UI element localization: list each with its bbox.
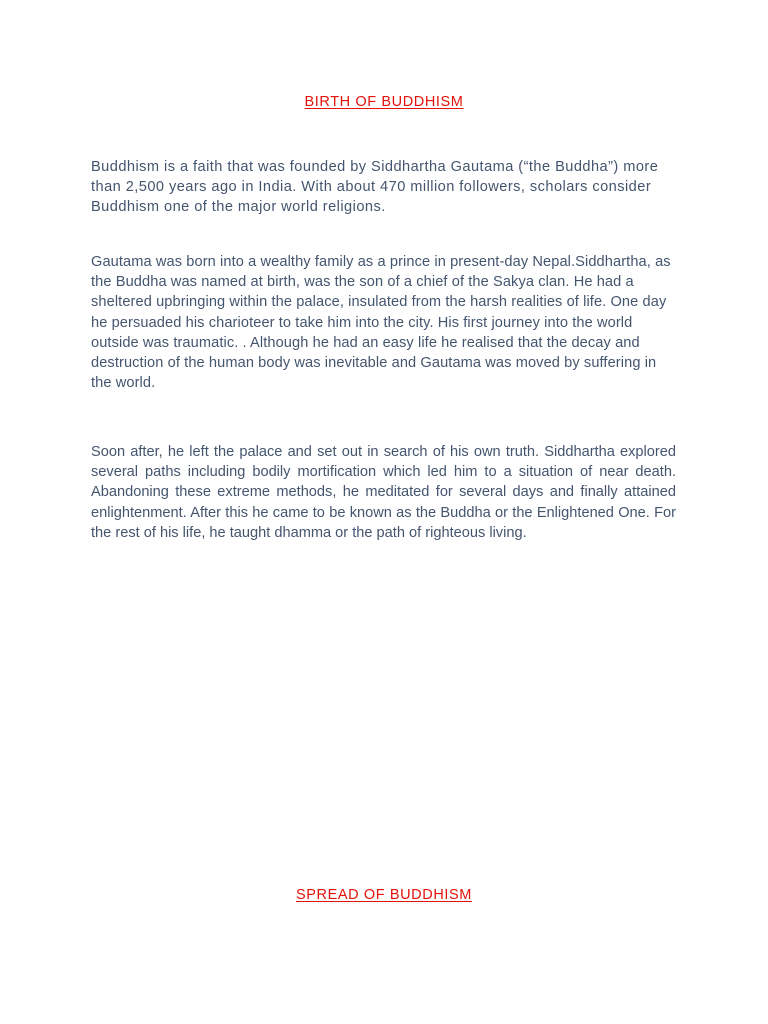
heading-birth-of-buddhism: BIRTH OF BUDDHISM <box>304 94 464 110</box>
paragraph-enlightenment: Soon after, he left the palace and set out in search of his own truth. Siddhartha explored several paths including bodily mortification which led him to a situation of near death. Abandoning these extreme methods, he meditated for several days and finally attained enlightenment. After this he came to be known as the Buddha or the Enlightened One. For the rest of his life, he taught dhamma or the path of righteous living. <box>91 444 676 541</box>
paragraph-gautama-early-life: Gautama was born into a wealthy family as a prince in present-day Nepal.Siddhartha, as the Buddha was named at birth, was the son of a chief of the Sakya clan. He had a sheltered upbringing within the palace, insulated from the harsh realities of life. One day he persuaded his charioteer to take him into the city. His first journey into the world outside was traumatic. . Although he had an easy life he realised that the decay and destruction of the human body was inevitable and Gautama was moved by suffering in the world. <box>91 254 671 392</box>
paragraph-intro: Buddhism is a faith that was founded by Siddhartha Gautama (“the Buddha”) more than 2,500 years ago in India. With about 470 million followers, scholars consider Buddhism one of the major world religions. <box>91 159 659 216</box>
heading-spread-of-buddhism: SPREAD OF BUDDHISM <box>296 887 472 903</box>
